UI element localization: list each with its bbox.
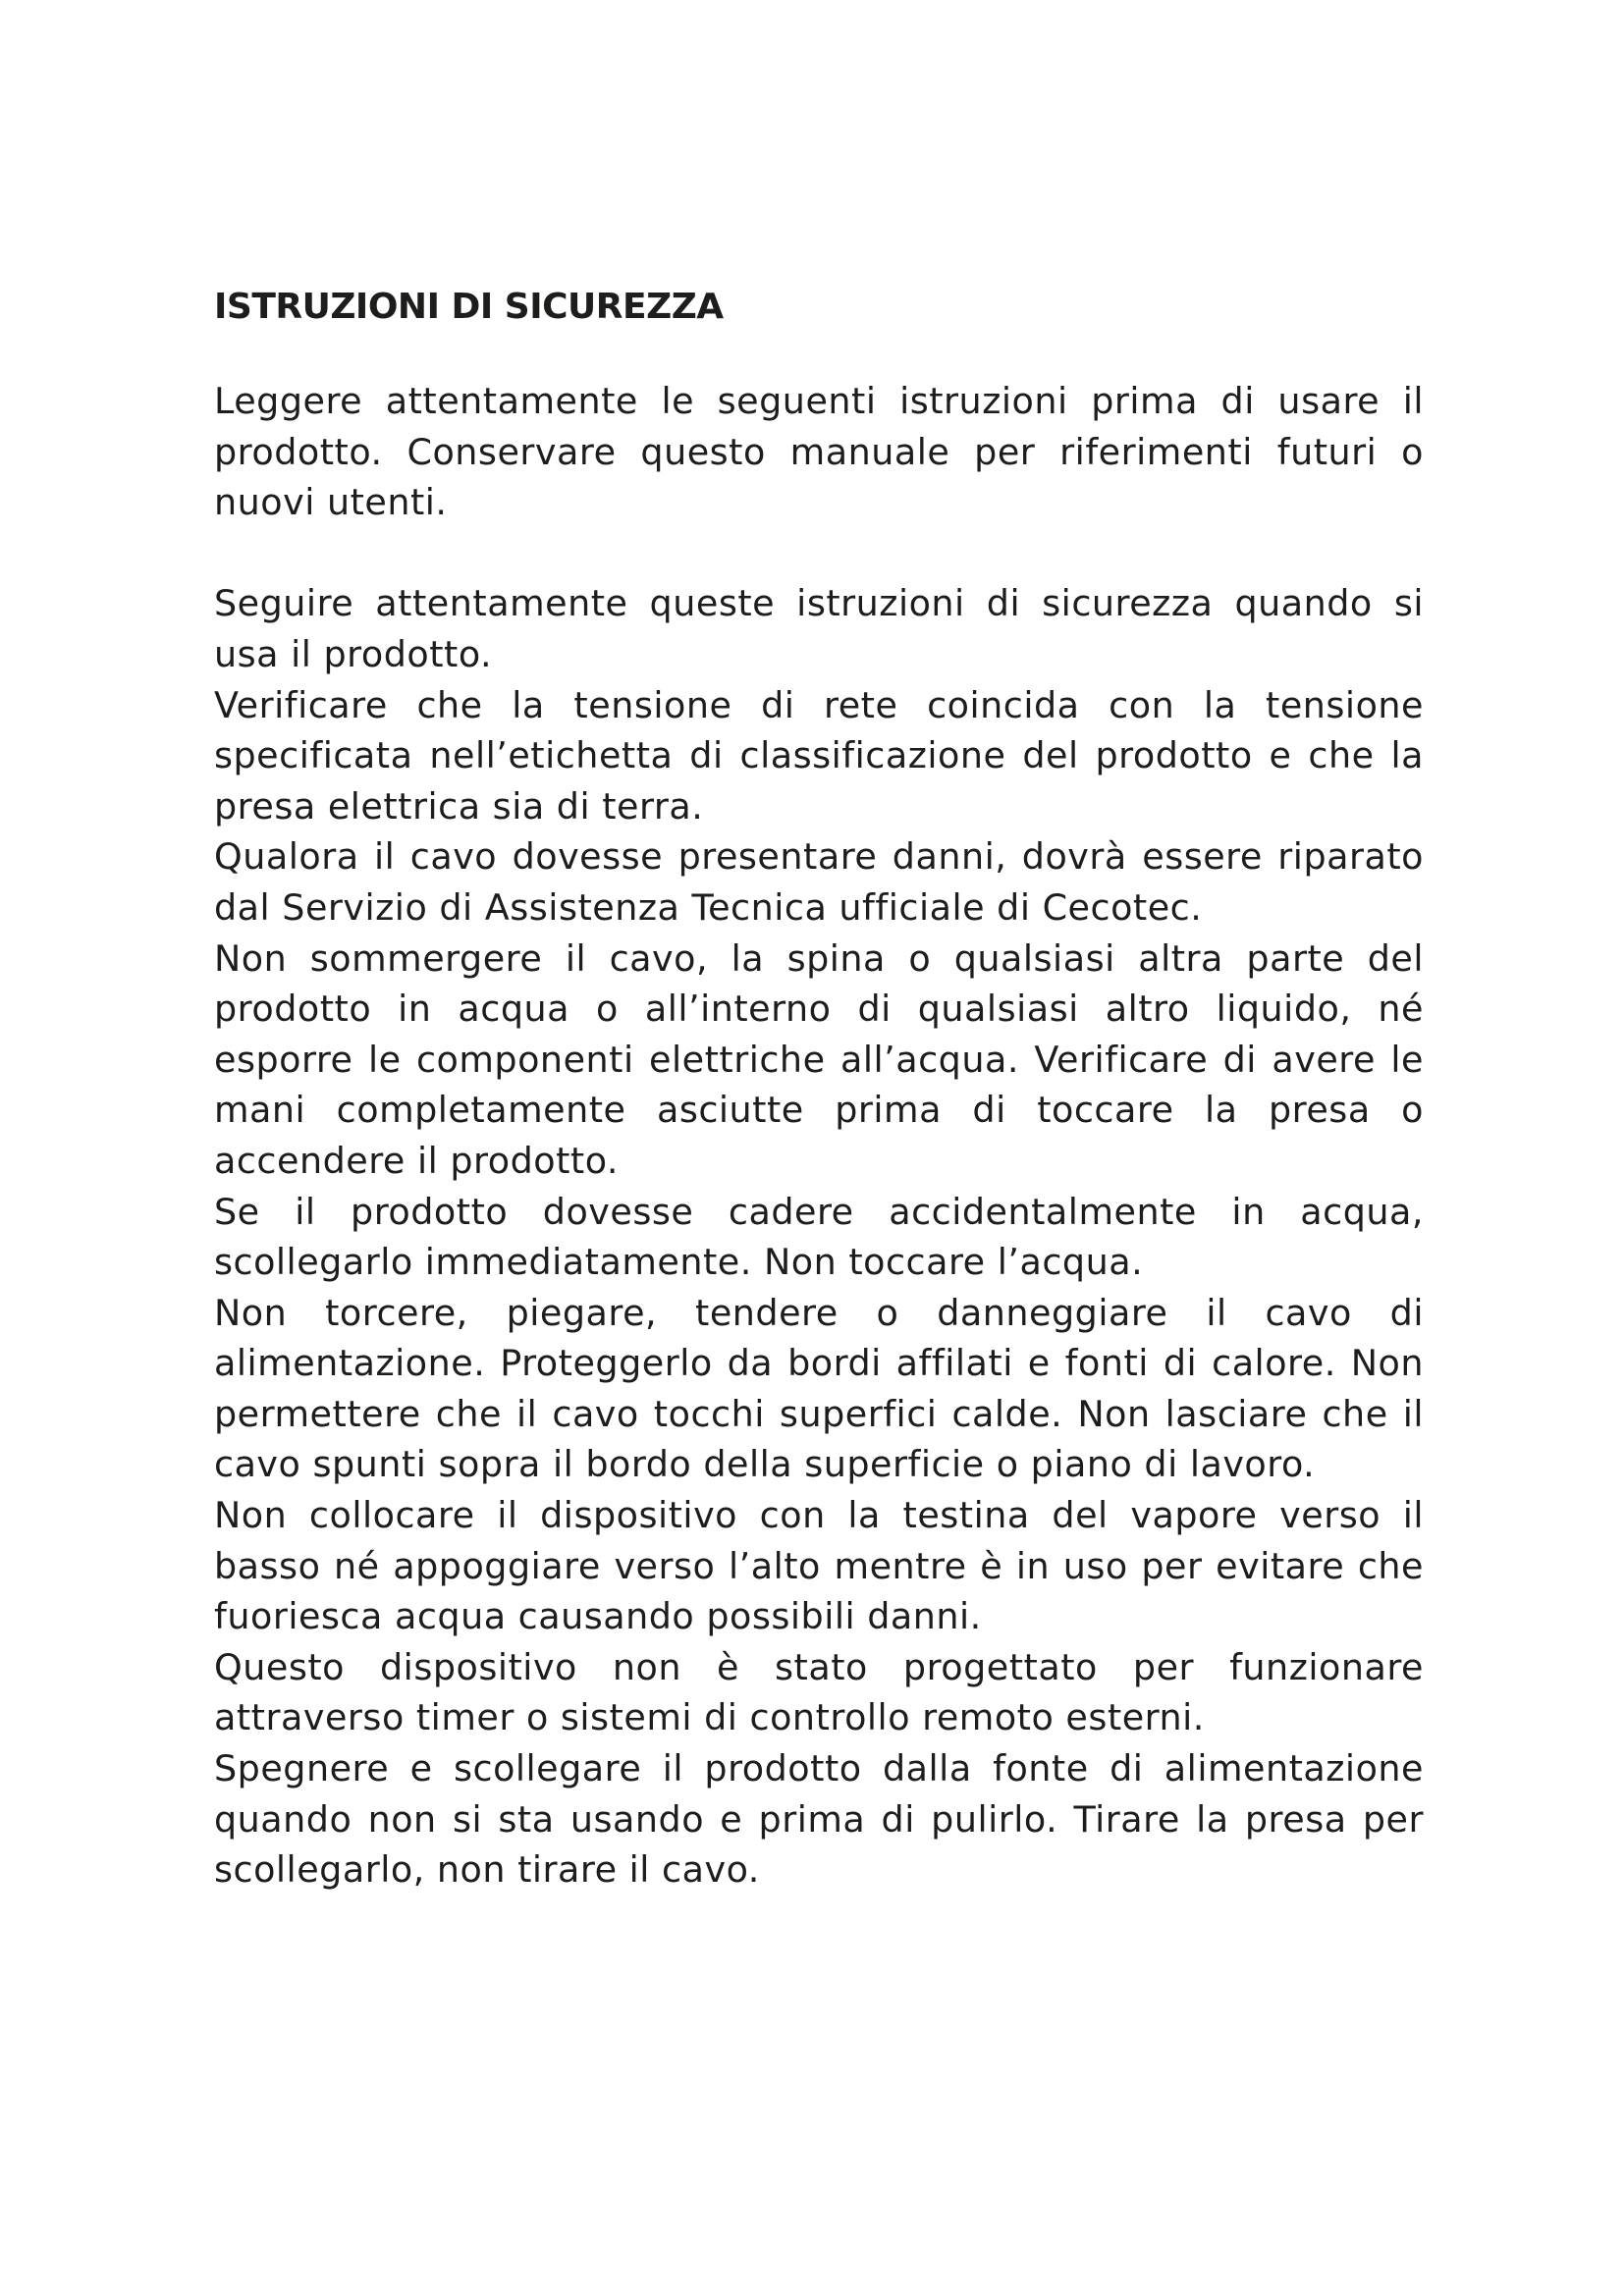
safety-instructions-list [214,578,1424,1895]
safety-instruction: Qualora il cavo dovesse presentare danni, dovrà essere riparato dal Servizio di Assistenza Tecnica ufficiale di Cecotec. [214,835,1424,929]
safety-instruction: Spegnere e scollegare il prodotto dalla fonte di alimentazione quando non si sta usando e prima di pulirlo. Tirare la presa per scollegarlo, non tirare il cavo. [214,1747,1424,1892]
section-title: ISTRUZIONI DI SICUREZZA [214,287,724,327]
safety-instruction: Questo dispositivo non è stato progettato per funzionare attraverso timer o sistemi di controllo remoto esterni. [214,1645,1424,1739]
safety-instruction: Non collocare il dispositivo con la testina del vapore verso il basso né appoggiare verso l’alto mentre è in uso per evitare che fuoriesca acqua causando possibili danni. [214,1494,1424,1638]
intro-paragraph: Leggere attentamente le seguenti istruzioni prima di usare il prodotto. Conservare questo manuale per riferimenti futuri o nuovi utenti. [214,380,1424,524]
safety-instruction: Verificare che la tensione di rete coincida con la tensione specificata nell’etichetta di classificazione del prodotto e che la presa elettrica sia di terra. [214,683,1424,828]
page-content [214,283,1424,1896]
safety-instruction: Non sommergere il cavo, la spina o qualsiasi altra parte del prodotto in acqua o all’interno di qualsiasi altro liquido, né esporre le componenti elettriche all’acqua. Verificare di avere le mani completamente asciutte prima di toccare la presa o accendere il prodotto. [214,936,1424,1182]
safety-instruction: Se il prodotto dovesse cadere accidentalmente in acqua, scollegarlo immediatamente. Non toccare l’acqua. [214,1190,1424,1284]
safety-instruction: Seguire attentamente queste istruzioni di sicurezza quando si usa il prodotto. [214,582,1424,675]
safety-instruction: Non torcere, piegare, tendere o danneggiare il cavo di alimentazione. Proteggerlo da bordi affilati e fonti di calore. Non permettere che il cavo tocchi superfici calde. Non lasciare che il cavo spunti sopra il bordo della superficie o piano di lavoro. [214,1291,1424,1486]
